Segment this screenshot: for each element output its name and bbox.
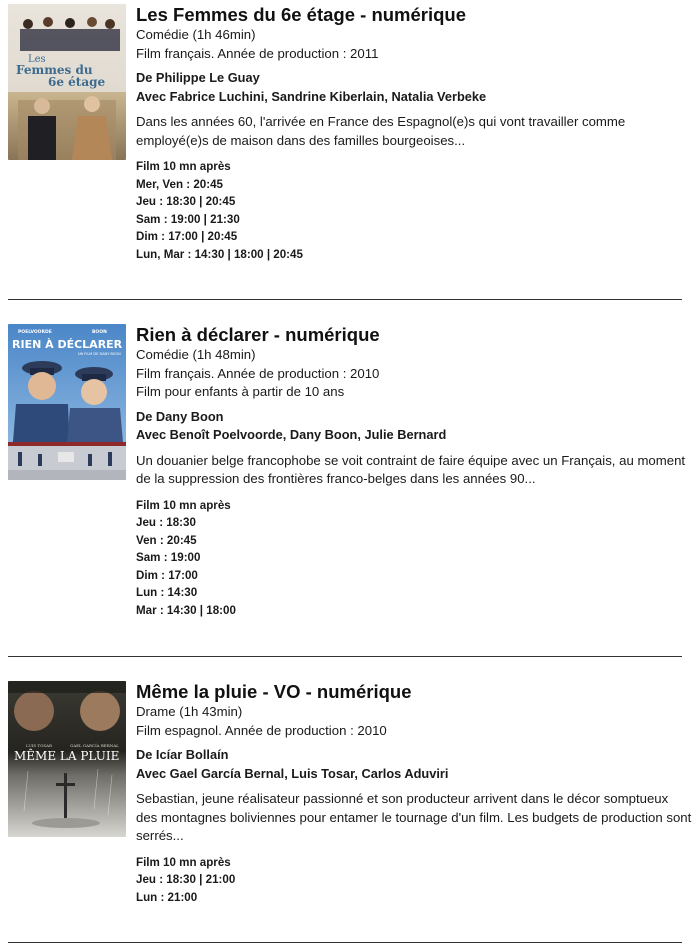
- movie-age-rating: Film pour enfants à partir de 10 ans: [136, 384, 345, 399]
- movie-director: De Dany Boon: [136, 408, 224, 424]
- schedule-line: Jeu : 18:30 | 20:45: [136, 195, 236, 209]
- poster-title-1: Les: [28, 54, 46, 65]
- movie-info: [136, 324, 692, 620]
- poster-subtitle: UN FILM DE DANY BOON: [78, 352, 121, 356]
- movie-credits: [136, 746, 692, 783]
- poster-title-3: 6e étage: [48, 75, 106, 89]
- movie-director: De Philippe Le Guay: [136, 70, 260, 85]
- schedule-line: Dim : 17:00 | 20:45: [136, 230, 238, 244]
- movie-credits: [136, 408, 692, 445]
- movie-cast: Avec Gael García Bernal, Luis Tosar, Carlos Aduviri: [136, 765, 449, 781]
- movie-schedule: [136, 158, 692, 264]
- movie-cast: Avec Fabrice Luchini, Sandrine Kiberlain, Natalia Verbeke: [136, 88, 487, 104]
- schedule-line: Film 10 mn après: [136, 855, 231, 869]
- movie-origin: Film français. Année de production : 2010: [136, 365, 380, 381]
- movie-synopsis: Dans les années 60, l'arrivée en France des Espagnol(e)s qui vont travailler comme employé(e)s de maison dans des familles bourgeoises...: [136, 114, 626, 148]
- movie-director: De Icíar Bollaín: [136, 747, 229, 762]
- schedule-line: Lun, Mar : 14:30 | 18:00 | 20:45: [136, 247, 303, 261]
- movie-credits: [136, 69, 692, 106]
- movie-poster[interactable]: [8, 324, 126, 480]
- schedule-line: Mar : 14:30 | 18:00: [136, 604, 236, 618]
- schedule-line: Mer, Ven : 20:45: [136, 177, 223, 191]
- movie-genre: Comédie (1h 48min): [136, 347, 256, 362]
- movie-genre: Comédie (1h 46min): [136, 27, 256, 42]
- schedule-line: Jeu : 18:30: [136, 516, 196, 530]
- poster-actor-right: BOON: [92, 330, 107, 335]
- poster-title-2: Femmes du: [16, 63, 93, 77]
- movie-poster[interactable]: [8, 681, 126, 837]
- movie-genre: Drame (1h 43min): [136, 704, 243, 719]
- section-divider: [8, 942, 682, 943]
- movie-title[interactable]: Même la pluie - VO - numérique: [136, 681, 412, 702]
- section-divider: [8, 299, 682, 300]
- schedule-line: Film 10 mn après: [136, 160, 231, 173]
- poster-title: MÊME LA PLUIE: [14, 749, 120, 763]
- poster-actor-right: GAEL GARCÍA BERNAL: [70, 743, 119, 748]
- schedule-line: Sam : 19:00: [136, 551, 201, 565]
- movie-origin: Film espagnol. Année de production : 2010: [136, 722, 387, 738]
- section-divider: [8, 656, 682, 657]
- movie-info: [136, 4, 692, 264]
- schedule-line: Film 10 mn après: [136, 498, 231, 512]
- movie-schedule: [136, 854, 692, 907]
- schedule-line: Sam : 19:00 | 21:30: [136, 212, 240, 226]
- schedule-line: Ven : 20:45: [136, 533, 197, 547]
- movie-origin: Film français. Année de production : 2011: [136, 45, 379, 61]
- schedule-line: Lun : 14:30: [136, 586, 198, 600]
- schedule-line: Lun : 21:00: [136, 890, 198, 904]
- schedule-line: Dim : 17:00: [136, 568, 198, 582]
- poster-actor-left: LUIS TOSAR: [26, 743, 52, 748]
- movie-schedule: [136, 497, 692, 620]
- movie-cast: Avec Benoît Poelvoorde, Dany Boon, Julie Bernard: [136, 427, 447, 442]
- schedule-line: Jeu : 18:30 | 21:00: [136, 873, 236, 887]
- movie-title[interactable]: Les Femmes du 6e étage - numérique: [136, 4, 467, 25]
- movie-synopsis: Sebastian, jeune réalisateur passionné et son producteur arrivent dans le décor somptueux des montagnes boliviennes pour entamer le tournage d'un film. Les budgets de production sont serrés...: [136, 791, 692, 843]
- poster-actor-left: POELVOORDE: [18, 330, 52, 335]
- poster-title: RIEN À DÉCLARER: [12, 338, 123, 351]
- movie-synopsis: Un douanier belge francophobe se voit contraint de faire équipe avec un Français, au moment de la suppression des frontières franco-belges dans les années 90...: [136, 452, 686, 486]
- movie-poster[interactable]: [8, 4, 126, 160]
- movie-info: [136, 681, 692, 906]
- movie-title[interactable]: Rien à déclarer - numérique: [136, 324, 380, 345]
